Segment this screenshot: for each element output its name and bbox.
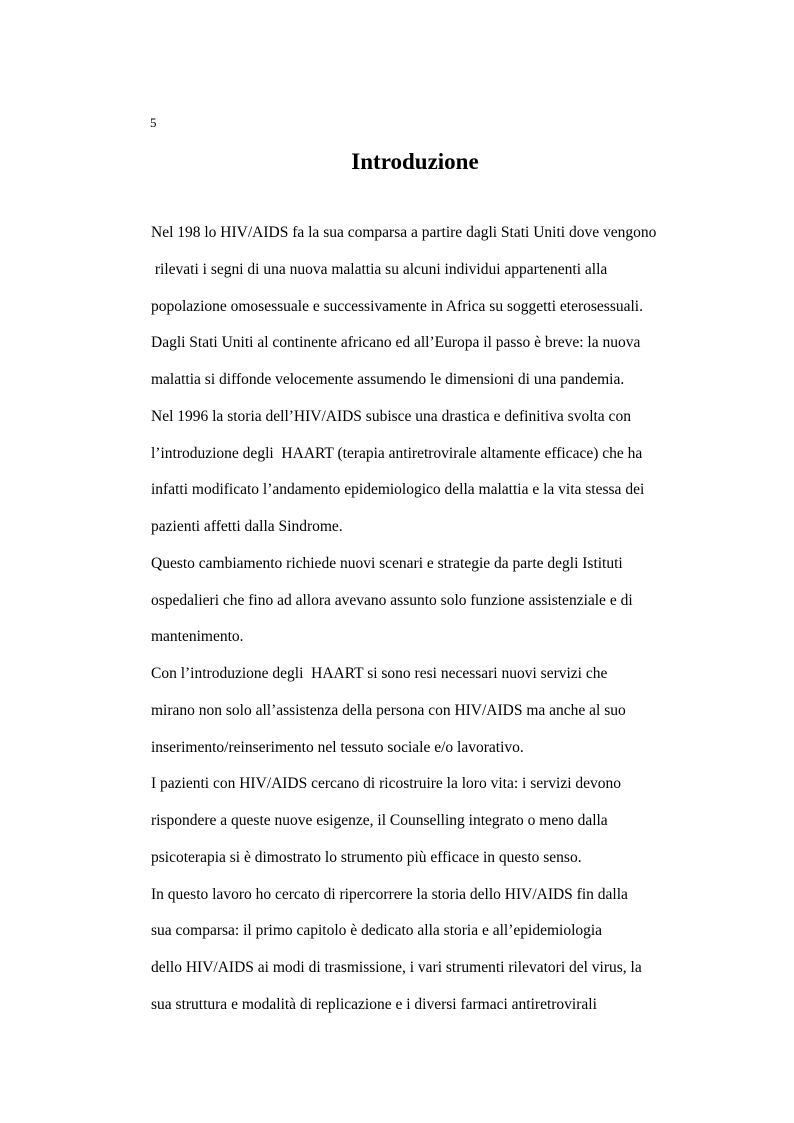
- text-line: Nel 198 lo HIV/AIDS fa la sua comparsa a partire dagli Stati Uniti dove vengono: [151, 224, 657, 241]
- text-line: In questo lavoro ho cercato di ripercorrere la storia dello HIV/AIDS fin dalla: [151, 885, 628, 903]
- page-title: Introduzione: [351, 149, 479, 174]
- text-line: rispondere a queste nuove esigenze, il Counselling integrato o meno dalla: [151, 812, 608, 829]
- text-line: rilevati i segni di una nuova malattia su alcuni individui appartenenti alla: [151, 260, 608, 278]
- text-line: Questo cambiamento richiede nuovi scenari e strategie da parte degli Istituti: [151, 554, 623, 572]
- page-number: 5: [150, 115, 157, 130]
- text-line: Dagli Stati Uniti al continente africano ed all’Europa il passo è breve: la nuova: [151, 334, 641, 352]
- text-line: psicoterapia si è dimostrato lo strumento più efficace in questo senso.: [151, 848, 582, 866]
- text-line: dello HIV/AIDS ai modi di trasmissione, i vari strumenti rilevatori del virus, la: [151, 959, 642, 976]
- text-line: sua struttura e modalità di replicazione e i diversi farmaci antiretrovirali: [151, 995, 597, 1013]
- text-line: Nel 1996 la storia dell’HIV/AIDS subisce una drastica e definitiva svolta con: [151, 407, 631, 425]
- text-line: malattia si diffonde velocemente assumendo le dimensioni di una pandemia.: [151, 371, 625, 388]
- text-line: infatti modificato l’andamento epidemiologico della malattia e la vita stessa dei: [151, 481, 645, 499]
- text-line: popolazione omosessuale e successivamente in Africa su soggetti eterosessuali.: [151, 297, 643, 315]
- body-text: [151, 222, 711, 1031]
- text-line: I pazienti con HIV/AIDS cercano di ricostruire la loro vita: i servizi devono: [151, 775, 622, 793]
- text-line: mantenimento.: [151, 628, 244, 646]
- text-line: pazienti affetti dalla Sindrome.: [151, 518, 343, 535]
- text-line: Con l’introduzione degli HAART si sono resi necessari nuovi servizi che: [151, 665, 608, 682]
- text-line: l’introduzione degli HAART (terapia antiretrovirale altamente efficace) che ha: [151, 444, 643, 462]
- text-line: inserimento/reinserimento nel tessuto sociale e/o lavorativo.: [151, 738, 524, 756]
- text-line: mirano non solo all’assistenza della persona con HIV/AIDS ma anche al suo: [151, 701, 626, 719]
- text-line: sua comparsa: il primo capitolo è dedicato alla storia e all’epidemiologia: [151, 922, 603, 940]
- text-line: ospedalieri che fino ad allora avevano assunto solo funzione assistenziale e di: [151, 591, 633, 609]
